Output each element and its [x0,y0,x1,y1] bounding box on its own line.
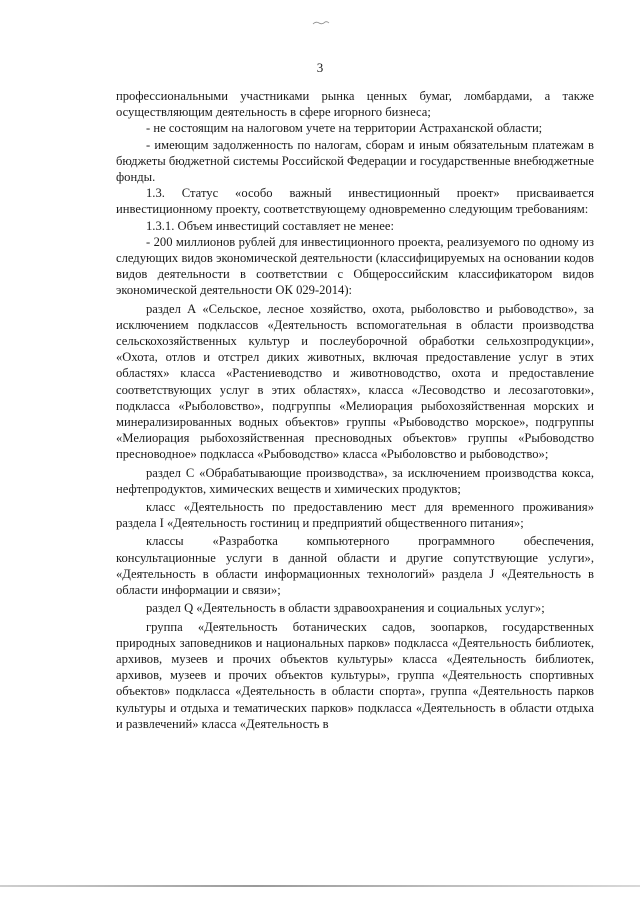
paragraph-classes-it: классы «Разработка компьютерного программного обеспечения, консультационные услуги в данной области и другие сопутствующие услуги», «Деятельность в области информационных технологий» раздела J «Деятельность в области информации и связи»; [116,534,594,598]
paragraph-class-accommodation: класс «Деятельность по предоставлению мест для временного проживания» раздела I «Деятельность гостиниц и предприятий общественного питания»; [116,500,594,531]
paragraph-tax-debt: - имеющим задолженность по налогам, сборам и иным обязательным платежам в бюджеты бюджетной системы Российской Федерации и государственные внебюджетные фонды. [116,137,594,185]
paragraph-clause-1-3: 1.3. Статус «особо важный инвестиционный проект» присваивается инвестиционному проекту, соответствующему одновременно следующим требованиям: [116,186,594,217]
paragraph-section-a: раздел А «Сельское, лесное хозяйство, охота, рыболовство и рыбоводство», за исключением подклассов «Деятельность вспомогательная в области производства сельскохозяйственных культур и послеуборочной обработки сельхозпродукции», «Охота, отлов и отстрел диких животных, включая предоставление услуг в этих областях» класса «Растениеводство и животноводство, охота и предоставление соответствующих услуг в этих областях», класса «Лесоводство и лесозаготовки», подкласса «Рыболовство», подгруппы «Мелиорация рыбохозяйственная морских и минерализированных водных объектов» группы «Рыбоводство морское», подгруппы «Мелиорация рыбохозяйственная пресноводных объектов» группы «Рыбоводство пресноводное» подкласса «Рыбоводство» класса «Рыболовство и рыбоводство»; [116,301,594,462]
paragraph-continuation: профессиональными участниками рынка ценных бумаг, ломбардами, а также осуществляющим деятельность в сфере игорного бизнеса; [116,89,594,120]
scan-edge-line [0,885,640,887]
document-body [116,88,594,732]
paragraph-investment-200m: - 200 миллионов рублей для инвестиционного проекта, реализуемого по одному из следующих видов экономической деятельности (классифицируемых на основании кодов видов деятельности в соответствии с Общероссийским классификатором видов экономической деятельности ОК 029-2014): [116,234,594,298]
page-number: 3 [316,60,324,75]
paragraph-clause-1-3-1: 1.3.1. Объем инвестиций составляет не менее: [146,218,394,233]
scan-speck [312,20,330,26]
paragraph-section-c: раздел С «Обрабатывающие производства», за исключением производства кокса, нефтепродуктов, химических веществ и химических продуктов; [116,465,594,496]
paragraph-not-registered: - не состоящим на налоговом учете на территории Астраханской области; [146,121,543,136]
paragraph-section-q: раздел Q «Деятельность в области здравоохранения и социальных услуг»; [146,601,545,616]
paragraph-culture-sport: группа «Деятельность ботанических садов, зоопарков, государственных природных заповедников и национальных парков» подкласса «Деятельность библиотек, архивов, музеев и прочих объектов культуры» класса «Деятельность библиотек, архивов, музеев и прочих объектов культуры», группа «Деятельность спортивных объектов» подкласса «Деятельность в области спорта», группа «Деятельность парков культуры и отдыха и тематических парков» подкласса «Деятельность в области отдыха и развлечений» класса «Деятельность в [116,619,594,731]
